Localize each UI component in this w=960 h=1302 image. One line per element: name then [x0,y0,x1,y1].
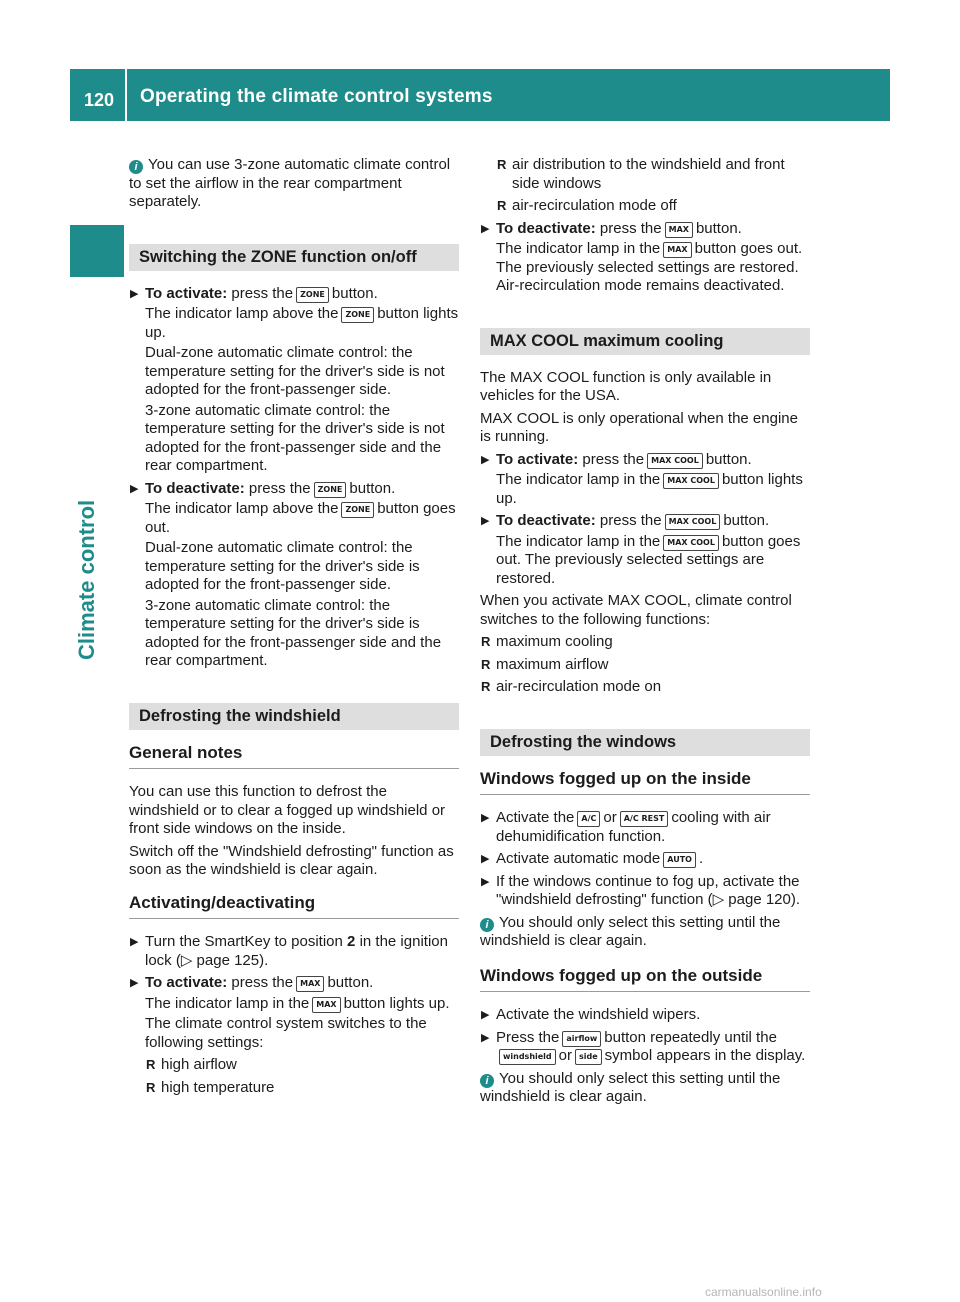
step-text: press the [599,219,662,237]
step-text: press the [248,479,311,497]
info-note [129,156,459,212]
paragraph: The MAX COOL function is only available in vehicles for the USA. [480,368,772,404]
step-label: To deactivate: [496,512,596,529]
info-icon: i [129,160,143,174]
watermark: carmanualsonline.info [705,1285,822,1299]
auto-button-icon: AUTO [663,852,696,868]
list-item: R high temperature [145,1079,459,1098]
step-text: 3-zone automatic climate control: the temperature setting for the driver's side is not adopted for the front-passenger side and the rear compartment. [145,401,445,474]
step-text: button goes out. The previously selected settings are restored. [496,532,801,587]
subheading-general-notes: General notes [129,744,459,770]
step-defrost-activate [129,974,459,1052]
side-airflow-icon: side [575,1049,602,1065]
left-column [129,156,459,1101]
step-text: The indicator lamp in the [496,471,661,488]
step-text: Press the [496,1028,560,1046]
step-airflow [480,1029,810,1066]
step-text: or [558,1047,572,1064]
step-text: button. [695,219,742,237]
ac-rest-button-icon: A/C REST [620,811,669,827]
paragraph: Switch off the "Windshield defrosting" function as soon as the windshield is clear again. [129,842,454,878]
info-note [480,914,810,951]
zone-button-icon: ZONE [314,482,347,498]
step-text: The indicator lamp in the [496,532,661,550]
page-title: Operating the climate control systems [140,86,493,107]
step-text: The climate control system switches to the following settings: [145,1015,427,1051]
info-note [480,1070,810,1107]
zone-button-icon: ZONE [341,307,374,323]
step-text: button goes out. The previously selected settings are restored. Air-recirculation mode remains deactivated. [496,240,803,294]
step-text: button lights up. [343,994,450,1012]
step-text: button repeatedly until the [604,1028,777,1046]
step-text: button. [723,512,770,529]
defrost-button-icon: MAX [312,997,340,1013]
info-text: You should only select this setting until the windshield is clear again. [480,913,781,949]
maxcool-button-icon: MAX COOL [663,473,719,489]
step-wipers: ▶ Activate the windshield wipers. [480,1006,810,1025]
header-divider [125,69,127,121]
step-maxcool-activate [480,451,810,509]
step-label: To deactivate: [496,219,596,237]
right-column [480,156,810,1111]
info-icon: i [480,918,494,932]
step-text: button. [705,450,752,468]
step-text: 2 [347,933,356,950]
step-maxcool-deactivate [480,512,810,588]
step-text: 3-zone automatic climate control: the temperature setting for the driver's side is adopted for the front-passenger side and the rear compartment. [145,596,442,669]
info-text: You should only select this setting until the windshield is clear again. [480,1069,781,1105]
step-text: press the [231,974,294,991]
step-text: button. [349,479,396,497]
side-tab-marker [70,225,124,277]
step-text: . [698,850,704,867]
step-text: press the [599,512,662,529]
step-text: or [603,809,617,826]
page-reference-link[interactable]: in the ignition lock (▷ page 125). [145,933,448,969]
step-text: press the [231,284,294,302]
subheading-activating: Activating/deactivating [129,894,459,920]
step-text: button lights up. [496,471,803,507]
zone-button-icon: ZONE [341,502,374,518]
maxcool-button-icon: MAX COOL [665,514,721,530]
step-label: To activate: [496,450,579,468]
maxcool-button-icon: MAX COOL [647,453,703,469]
step-text: press the [582,450,645,468]
list-item: R air-recirculation mode on [480,678,810,697]
step-text: Turn the SmartKey to position [145,933,343,950]
step-auto [480,850,810,869]
list-item: R high airflow [145,1056,459,1075]
list-item: R maximum cooling [480,633,810,652]
defrost-button-icon: MAX [665,222,693,238]
windshield-airflow-icon: windshield [499,1049,556,1065]
step-windshield-defrost: ▶ If the windows continue to fog up, activate the "windshield defrosting" function (▷ page 120). [480,873,810,910]
section-heading-maxcool: MAX COOL maximum cooling [480,328,810,355]
paragraph: You can use this function to defrost the windshield or to clear a fogged up windshield or front side windows on the inside. [129,783,446,837]
airflow-button-icon: airflow [562,1031,601,1047]
step-label: To deactivate: [145,479,245,497]
step-text: button goes out. [145,500,456,536]
maxcool-button-icon: MAX COOL [663,535,719,551]
step-text: The indicator lamp in the [145,994,310,1012]
info-icon: i [480,1074,494,1088]
section-heading-zone: Switching the ZONE function on/off [129,244,459,271]
step-ac [480,809,810,846]
step-text: The indicator lamp above the [145,305,339,322]
subheading-outside: Windows fogged up on the outside [480,967,810,993]
info-text: You can use 3-zone automatic climate control to set the airflow in the rear compartment separately. [129,156,451,210]
subheading-inside: Windows fogged up on the inside [480,770,810,796]
step-text: symbol appears in the display. [604,1047,806,1064]
page-number: 120 [84,90,115,110]
step-text: Dual-zone automatic climate control: the temperature setting for the driver's side is not adopted for the front-passenger side. [145,344,445,398]
step-text: button. [331,284,378,302]
step-zone-deactivate [129,480,459,671]
ac-button-icon: A/C [577,811,600,827]
step-text: The indicator lamp above the [145,500,339,517]
section-heading-defrost-windshield: Defrosting the windshield [129,703,459,730]
step-zone-activate [129,285,459,476]
zone-button-icon: ZONE [296,287,329,303]
list-item: R air-recirculation mode off [496,197,810,216]
step-text: Dual-zone automatic climate control: the temperature setting for the driver's side is adopted for the front-passenger side. [145,539,420,593]
step-text: Activate automatic mode [496,850,661,867]
step-defrost-deactivate [480,220,810,296]
list-item: R air distribution to the windshield and front side windows [496,156,810,193]
step-label: To activate: [145,284,228,302]
step-text: The indicator lamp in the [496,240,661,257]
section-heading-defrost-windows: Defrosting the windows [480,729,810,756]
side-tab-label: Climate control [74,499,99,660]
step-text: button. [327,974,374,991]
defrost-button-icon: MAX [663,242,691,258]
step-ignition [129,933,459,970]
defrost-button-icon: MAX [296,976,324,992]
paragraph: MAX COOL is only operational when the engine is running. [480,409,798,445]
step-text: button lights up. [145,305,459,341]
step-text: cooling with air dehumidification function. [496,809,771,845]
step-text: Activate the [496,809,575,826]
step-label: To activate: [145,974,228,991]
list-item: R maximum airflow [480,656,810,675]
paragraph: When you activate MAX COOL, climate control switches to the following functions: [480,592,792,628]
